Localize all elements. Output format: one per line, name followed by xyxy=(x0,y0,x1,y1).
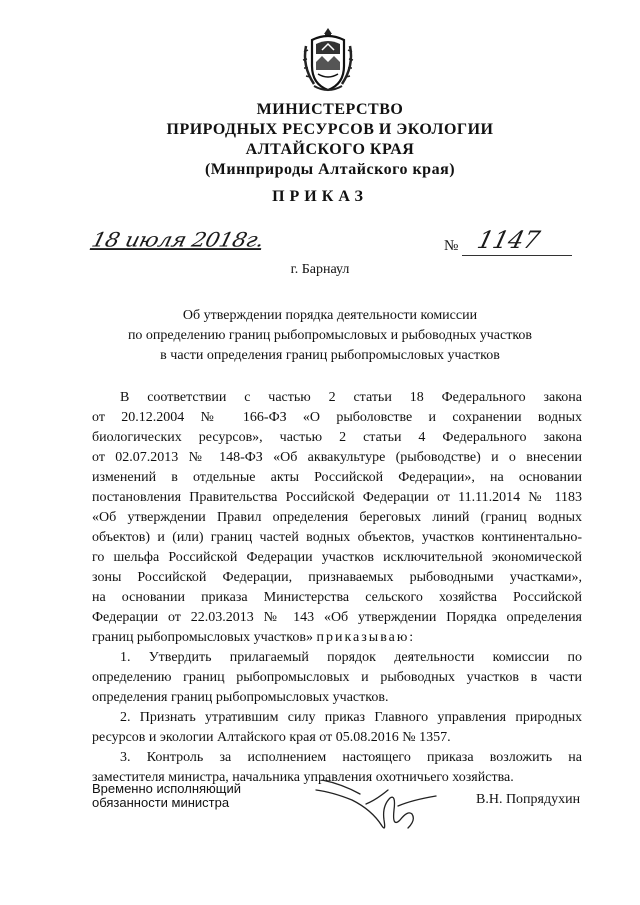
ministry-heading xyxy=(100,100,560,180)
body-line: го шельфа Российской Федерации участков исключительной экономической xyxy=(92,550,582,565)
order-subject xyxy=(80,306,580,366)
body-line: объектов) и (или) границ частей водных объектов, участков континентально- xyxy=(92,530,582,545)
body-line: на основании приказа Министерства сельского хозяйства Российской xyxy=(92,590,582,605)
body-line: от 20.12.2004 № 166-ФЗ «О рыболовстве и сохранении водных xyxy=(92,410,582,425)
body-line: «Об утверждении Правил определения береговых линий (границ водных xyxy=(92,510,582,525)
ministry-name-line2: ПРИРОДНЫХ РЕСУРСОВ И ЭКОЛОГИИ xyxy=(166,121,494,138)
body-line: 2. Признать утратившим силу приказ Главного управления природных xyxy=(120,710,582,725)
signatory-position-line2: обязанности министра xyxy=(92,795,230,810)
body-line: Федерации от 22.03.2013 № 143 «Об утверждении Порядка определения xyxy=(92,610,582,625)
order-body xyxy=(92,388,582,788)
body-line: изменений в отдельные акты Российской Федерации», на основании xyxy=(92,470,582,485)
handwritten-date: 18 июля 2018г. xyxy=(89,229,267,252)
body-line: 1. Утвердить прилагаемый порядок деятельности комиссии по xyxy=(120,650,582,665)
body-line: от 02.07.2013 № 148-ФЗ «Об аквакультуре (рыбоводстве) и о внесении xyxy=(92,450,582,465)
body-line-text: границ рыбопромысловых участков» xyxy=(92,630,313,645)
coat-of-arms-emblem xyxy=(298,26,358,94)
body-line: 3. Контроль за исполнением настоящего приказа возложить на xyxy=(120,750,582,765)
order-number-label: № xyxy=(444,238,459,254)
body-line: определения границ рыбопромысловых участков. xyxy=(92,690,389,705)
body-line: постановления Правительства Российской Федерации от 11.11.2014 № 1183 xyxy=(92,490,582,505)
body-line: В соответствии с частью 2 статьи 18 Федерального закона xyxy=(120,390,582,405)
body-line: биологических ресурсов», частью 2 статьи 4 Федерального закона xyxy=(92,430,582,445)
signatory-name: В.Н. Попрядухин xyxy=(476,792,581,807)
subject-line: в части определения границ рыбопромысловых участков xyxy=(160,348,500,363)
body-line: заместителя министра, начальника управления охотничьего хозяйства. xyxy=(92,770,514,785)
ministry-name-line1: МИНИСТЕРСТВО xyxy=(256,101,404,118)
subject-line: по определению границ рыбопромысловых и рыбоводных участков xyxy=(127,328,533,343)
body-line: определению границ рыбопромысловых и рыбоводных участков в части xyxy=(92,670,582,685)
body-line: ресурсов и экологии Алтайского края от 05.08.2016 № 1357. xyxy=(92,730,451,745)
city-name: г. Барнаул xyxy=(290,262,350,277)
ministry-short-name: (Минприроды Алтайского края) xyxy=(204,161,456,178)
document-type-title: ПРИКАЗ xyxy=(272,188,368,205)
order-word: приказываю: xyxy=(316,630,416,645)
handwritten-order-number: 1147 xyxy=(474,226,543,254)
signatory-position-line1: Временно исполняющий xyxy=(92,781,242,796)
body-line: зоны Российской Федерации, признаваемых рыбоводными участками», xyxy=(92,570,582,585)
handwritten-signature xyxy=(312,770,442,840)
order-number-underline xyxy=(462,255,572,256)
body-line xyxy=(92,628,582,648)
subject-line: Об утверждении порядка деятельности комиссии xyxy=(182,308,478,323)
signatory-position xyxy=(92,782,241,810)
ministry-name-line3: АЛТАЙСКОГО КРАЯ xyxy=(245,141,415,158)
